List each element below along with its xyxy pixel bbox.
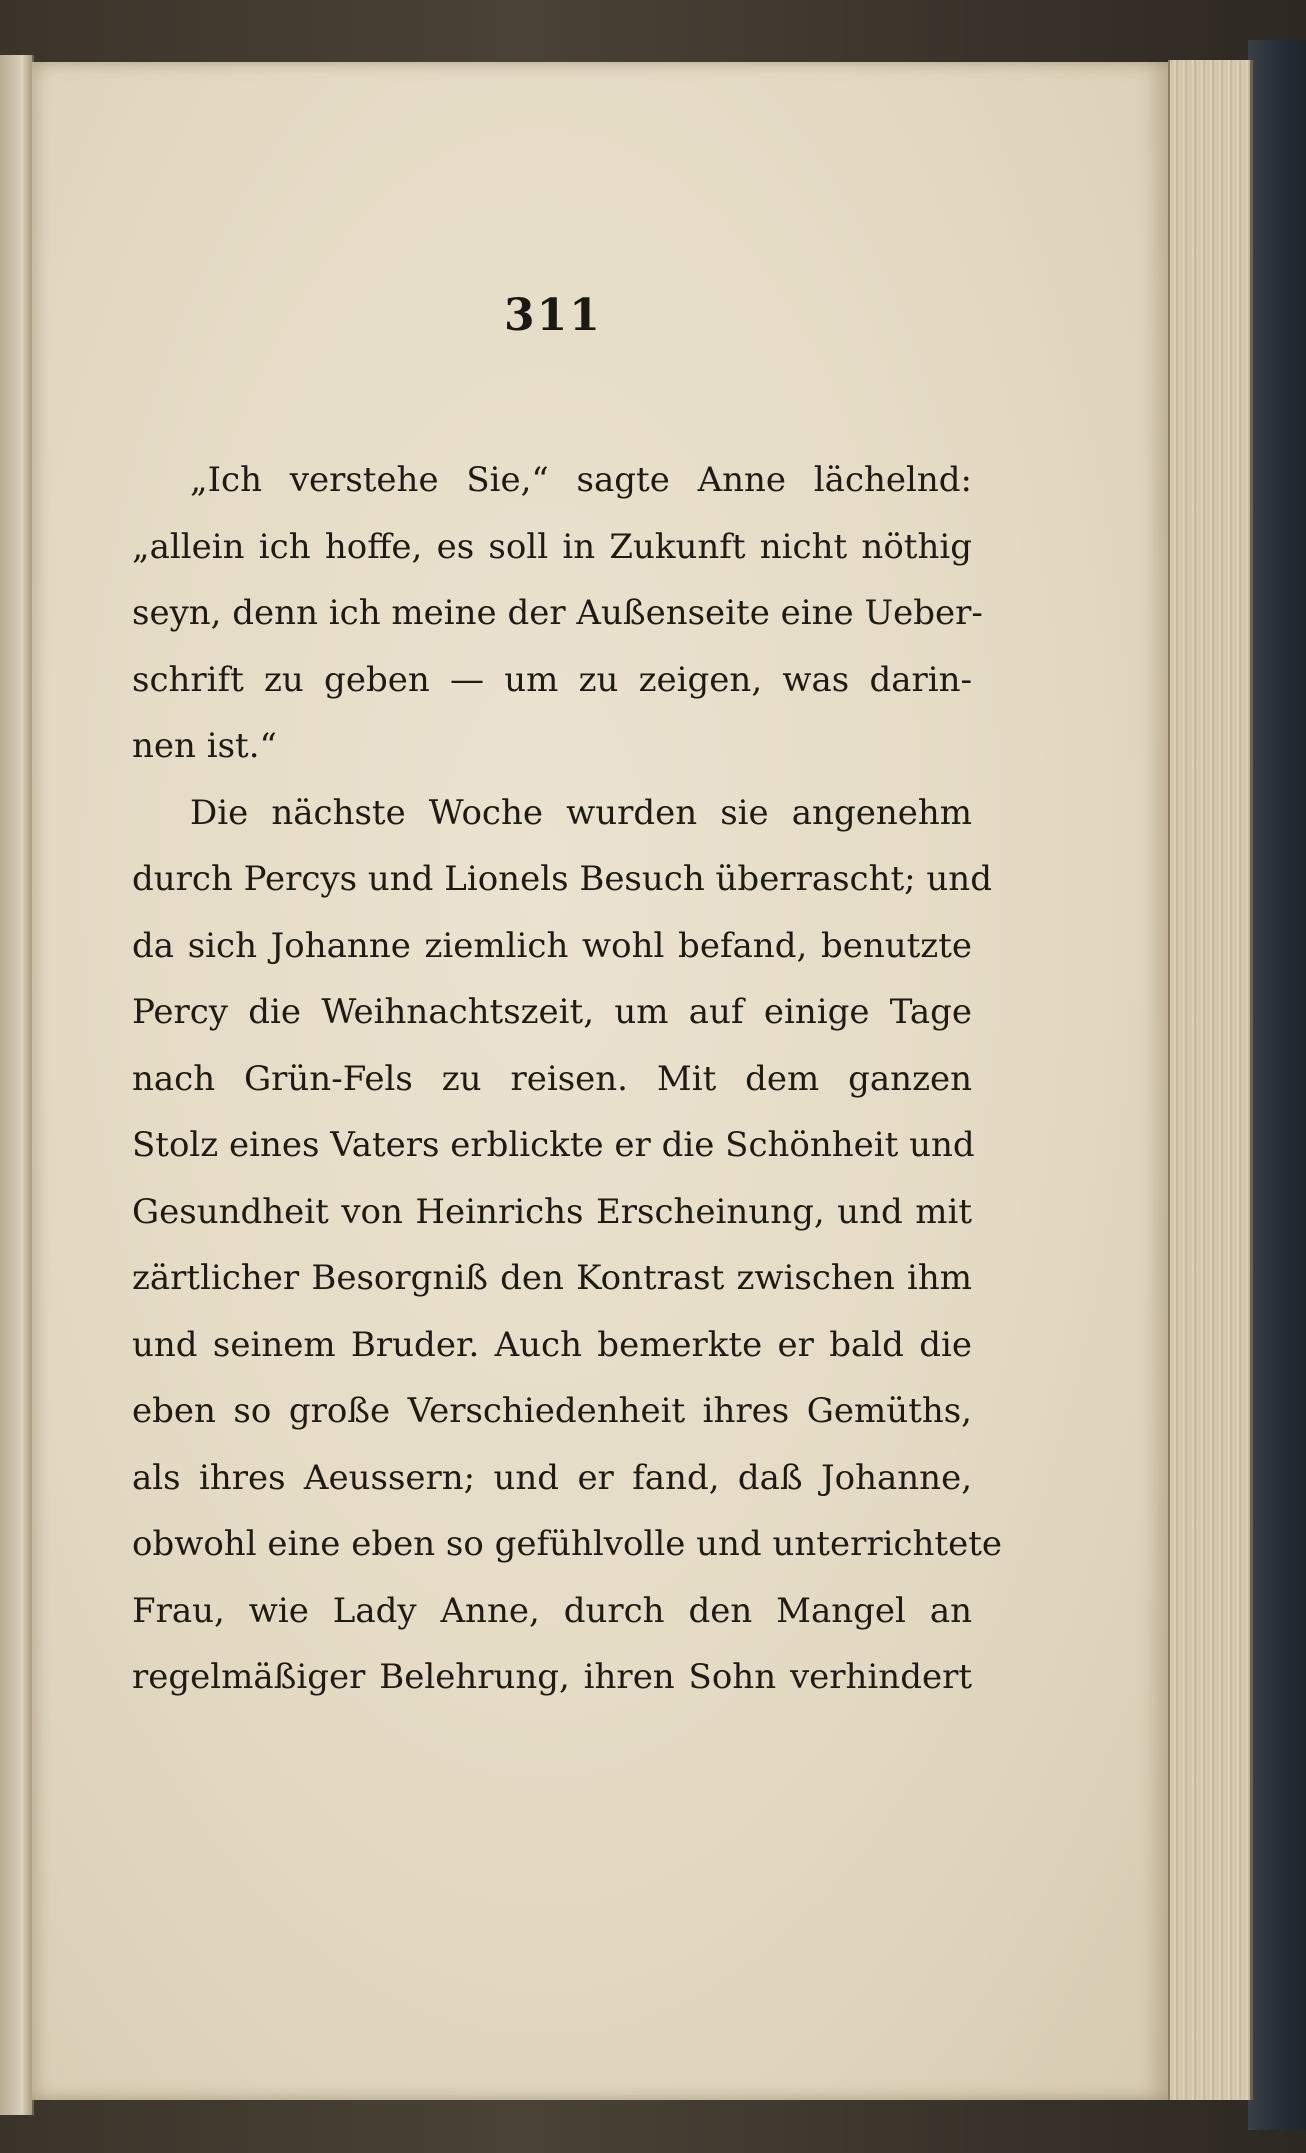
- text-line: obwohl eine eben so gefühlvolle und unterrichtete: [132, 1524, 1002, 1564]
- paragraph-narrative: [132, 780, 1002, 1711]
- text-line: regelmäßiger Belehrung, ihren Sohn verhindert: [132, 1657, 972, 1697]
- text-line: „allein ich hoffe, es soll in Zukunft nicht nöthig: [132, 526, 972, 567]
- text-line: da sich Johanne ziemlich wohl befand, benutzte: [132, 925, 972, 966]
- text-line: Frau, wie Lady Anne, durch den Mangel an: [132, 1590, 972, 1631]
- text-line: schrift zu geben — um zu zeigen, was darin-: [132, 659, 972, 700]
- text-line: nen ist.“: [132, 726, 277, 766]
- book-page: [32, 62, 1168, 2100]
- page-stack-edges: [1168, 60, 1253, 2100]
- text-line: Die nächste Woche wurden sie angenehm: [190, 792, 972, 833]
- text-line: „Ich verstehe Sie,“ sagte Anne lächelnd:: [190, 460, 972, 500]
- paragraph-dialogue: [132, 447, 983, 780]
- text-line: zärtlicher Besorgniß den Kontrast zwischen ihm: [132, 1258, 972, 1298]
- book-cover-edge: [1248, 40, 1306, 2130]
- text-line: Percy die Weihnachtszeit, um auf einige Tage: [132, 992, 972, 1032]
- text-line: Stolz eines Vaters erblickte er die Schönheit und: [132, 1125, 975, 1165]
- text-line: seyn, denn ich meine der Außenseite eine Ueber-: [132, 593, 983, 633]
- text-line: durch Percys und Lionels Besuch überrascht; und: [132, 859, 992, 899]
- page-text: [132, 447, 1002, 1711]
- text-line: nach Grün-Fels zu reisen. Mit dem ganzen: [132, 1058, 972, 1099]
- text-line: Gesundheit von Heinrichs Erscheinung, und mit: [132, 1191, 972, 1232]
- text-line: und seinem Bruder. Auch bemerkte er bald die: [132, 1324, 972, 1365]
- text-line: als ihres Aeussern; und er fand, daß Johanne,: [132, 1457, 972, 1498]
- left-page-edge: [0, 55, 34, 2115]
- text-line: eben so große Verschiedenheit ihres Gemüths,: [132, 1391, 972, 1431]
- page-number: 311: [504, 290, 602, 341]
